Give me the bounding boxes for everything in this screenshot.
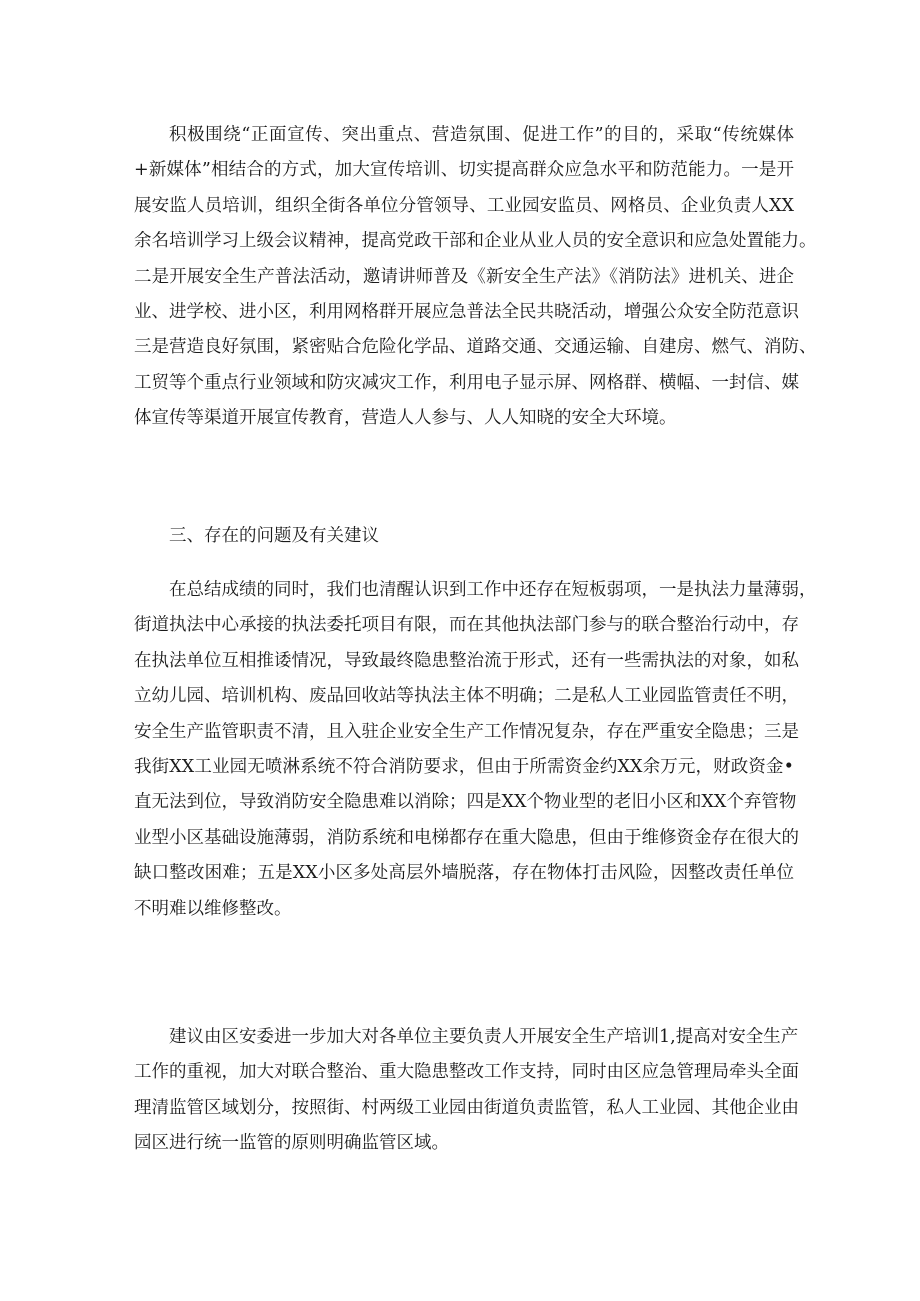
text-line: 我街XX工业园无喷淋系统不符合消防要求，但由于所需资金约XX余万元，财政资金•	[134, 756, 794, 777]
text-line: +新媒体”相结合的方式，加大宣传培训、切实提高群众应急水平和防范能力。一是开	[134, 160, 794, 181]
section-heading: 三、存在的问题及有关建议	[169, 526, 379, 546]
text-line: 园区进行统一监管的原则明确监管区域。	[134, 1133, 449, 1154]
text-line: 三是营造良好氛围，紧密贴合危险化学品、道路交通、交通运输、自建房、燃气、消防、	[134, 337, 817, 358]
paragraph-problems	[134, 573, 817, 927]
text-line: 体宣传等渠道开展宣传教育，营造人人参与、人人知晓的安全大环境。	[134, 408, 677, 429]
text-line: 积极围绕“正面宣传、突出重点、营造氛围、促进工作”的目的，采取“传统媒体	[169, 125, 794, 145]
text-line: 立幼儿园、培训机构、废品回收站等执法主体不明确；二是私人工业园监管责任不明，	[134, 686, 799, 707]
text-line: 缺口整改困难；五是XX小区多处高层外墙脱落，存在物体打击风险，因整改责任单位	[134, 863, 794, 884]
text-line: 在执法单位互相推诿情况，导致最终隐患整治流于形式，还有一些需执法的对象，如私	[134, 650, 799, 671]
text-line: 理清监管区域划分，按照街、村两级工业园由街道负责监管，私人工业园、其他企业由	[134, 1097, 799, 1118]
text-line: 业型小区基础设施薄弱，消防系统和电梯都存在重大隐患，但由于维修资金存在很大的	[134, 827, 799, 848]
paragraph-suggestions	[134, 1020, 799, 1162]
text-line: 工作的重视，加大对联合整治、重大隐患整改工作支持，同时由区应急管理局牵头全面	[134, 1062, 799, 1083]
text-line: 不明难以维修整改。	[134, 898, 292, 919]
text-line: 展安监人员培训，组织全街各单位分管领导、工业园安监员、网格员、企业负责人XX	[134, 195, 794, 216]
text-line: 工贸等个重点行业领域和防灾减灾工作，利用电子显示屏、网格群、横幅、一封信、媒	[134, 372, 799, 393]
text-line: 二是开展安全生产普法活动，邀请讲师普及《新安全生产法》《消防法》进机关、进企	[134, 266, 794, 287]
text-line: 直无法到位，导致消防安全隐患难以消除；四是XX个物业型的老旧小区和XX个弃管物	[134, 792, 797, 813]
text-line: 在总结成绩的同时，我们也清醒认识到工作中还存在短板弱项，一是执法力量薄弱，	[169, 580, 817, 600]
text-line: 安全生产监管职责不清，且入驻企业安全生产工作情况复杂，存在严重安全隐患；三是	[134, 721, 799, 742]
text-line: 余名培训学习上级会议精神，提高党政干部和企业从业人员的安全意识和应急处置能力。	[134, 231, 817, 252]
text-line: 建议由区安委进一步加大对各单位主要负责人开展安全生产培训1,提高对安全生产	[169, 1027, 799, 1047]
text-line: 街道执法中心承接的执法委托项目有限，而在其他执法部门参与的联合整治行动中，存	[134, 615, 799, 636]
text-line: 业、进学校、进小区，利用网格群开展应急普法全民共晓活动，增强公众安全防范意识	[134, 301, 799, 322]
paragraph-publicity	[134, 118, 817, 437]
